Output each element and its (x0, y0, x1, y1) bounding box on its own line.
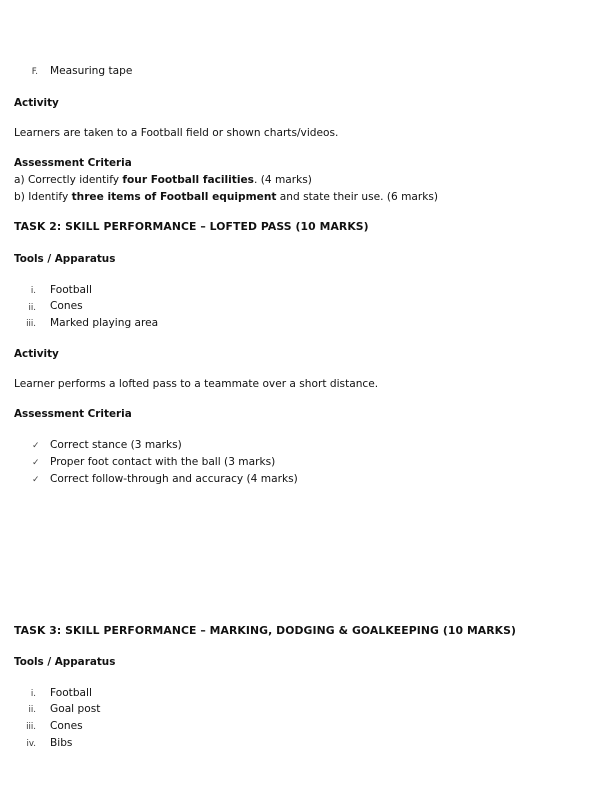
list-marker: iii. (26, 319, 36, 329)
list-marker: i. (30, 689, 36, 699)
tool-item-football: Football (50, 687, 92, 699)
list-marker: ii. (28, 303, 36, 313)
list-marker: ii. (28, 705, 36, 715)
list-marker: iii. (26, 722, 36, 732)
task-2-assessment-heading: Assessment Criteria (14, 408, 132, 420)
criterion-correct-stance: Correct stance (3 marks) (50, 439, 182, 451)
tool-item-marked-playing-area: Marked playing area (50, 317, 159, 329)
activity-heading: Activity (14, 97, 59, 109)
criterion-a (14, 175, 312, 186)
criterion-a-suffix: . (4 marks) (254, 174, 312, 186)
checkmark-icon: ✓ (32, 441, 40, 451)
criterion-b-emphasis: three items of Football equipment (71, 191, 277, 203)
list-marker: F. (31, 67, 38, 77)
activity-text: Learners are taken to a Football field or shown charts/videos. (14, 127, 339, 139)
criterion-a-prefix: a) Correctly identify (14, 174, 123, 186)
tool-item-bibs: Bibs (50, 737, 73, 749)
tool-item-football: Football (50, 284, 92, 296)
tool-item-cones: Cones (50, 300, 83, 312)
criterion-a-emphasis: four Football facilities (122, 174, 254, 186)
task-3-title: TASK 3: SKILL PERFORMANCE – MARKING, DODGING & GOALKEEPING (10 MARKS) (14, 624, 517, 637)
checkmark-icon: ✓ (32, 458, 40, 468)
task-2-activity-heading: Activity (14, 348, 59, 360)
list-marker: iv. (26, 739, 36, 749)
task-2-title: TASK 2: SKILL PERFORMANCE – LOFTED PASS (10 MARKS) (14, 220, 369, 233)
checkmark-icon: ✓ (32, 475, 40, 485)
tool-item-goal-post: Goal post (50, 703, 101, 715)
criterion-follow-through: Correct follow-through and accuracy (4 marks) (50, 473, 298, 485)
criterion-b (14, 192, 438, 203)
task-2-tools-heading: Tools / Apparatus (14, 253, 116, 265)
criterion-foot-contact: Proper foot contact with the ball (3 marks) (50, 456, 276, 468)
criterion-b-prefix: b) Identify (14, 191, 72, 203)
list-marker: i. (30, 286, 36, 296)
task-2-activity-text: Learner performs a lofted pass to a teammate over a short distance. (14, 378, 379, 390)
assessment-criteria-heading: Assessment Criteria (14, 157, 132, 169)
criterion-b-suffix: and state their use. (6 marks) (276, 191, 439, 203)
list-item-measuring-tape: Measuring tape (50, 65, 133, 77)
tool-item-cones: Cones (50, 720, 83, 732)
task-3-tools-heading: Tools / Apparatus (14, 656, 116, 668)
